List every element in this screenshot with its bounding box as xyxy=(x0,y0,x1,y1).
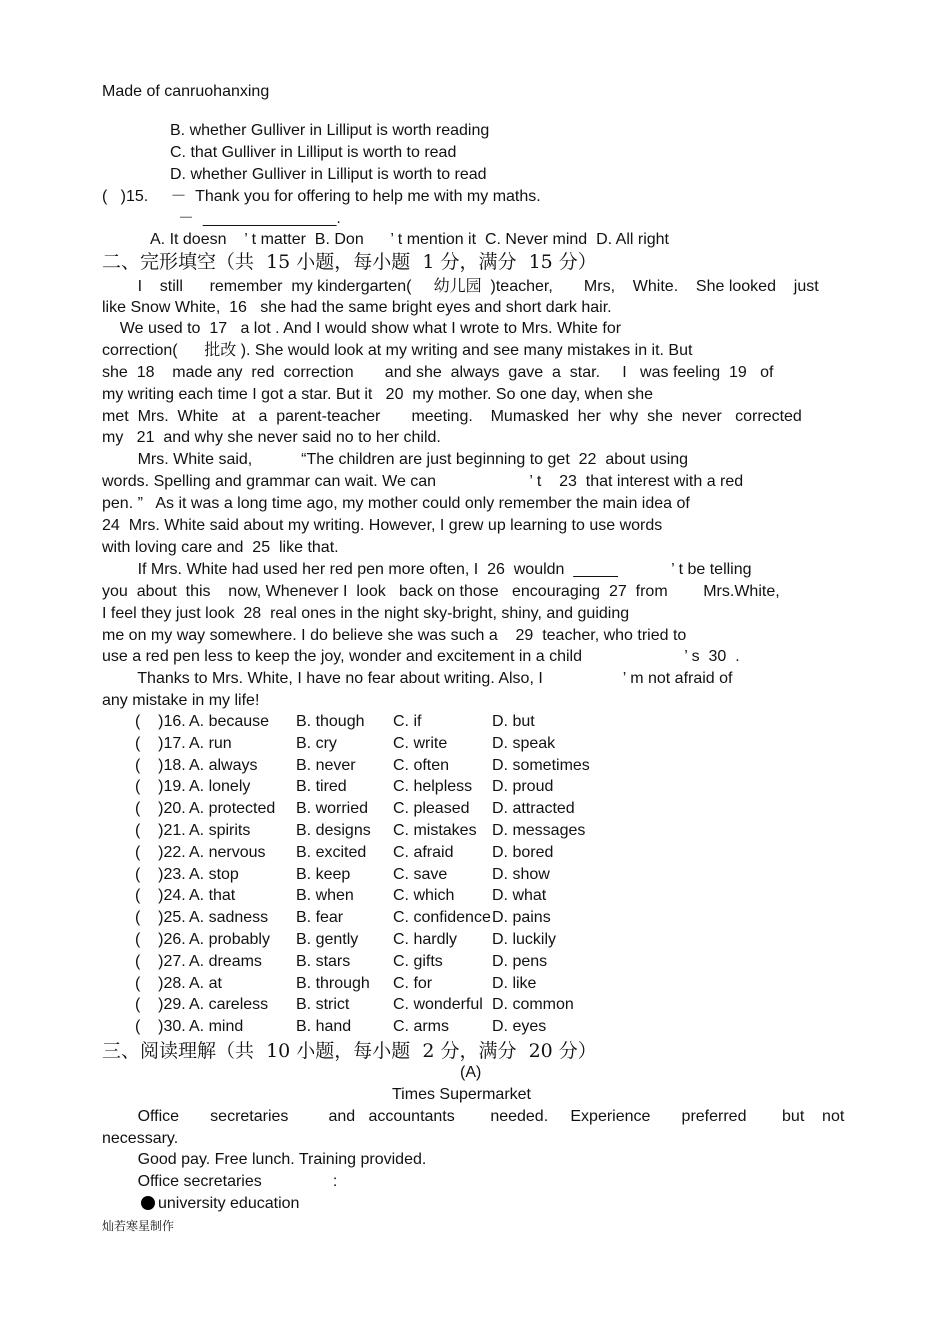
passage-line: you about this now, Whenever I look back on those encouraging 27 from Mrs.White, xyxy=(102,583,780,600)
passage-line: pen. ” As it was a long time ago, my mother could only remember the main idea of xyxy=(102,495,690,512)
option-b: B. tired xyxy=(296,778,347,796)
passage-line: my 21 and why she never said no to her child. xyxy=(102,429,441,446)
passage-line: she 18 made any red correction and she always gave a star. I was feeling 19 of xyxy=(102,364,774,381)
q15-stem: ( )15. － Thank you for offering to help me with my maths. xyxy=(102,188,541,205)
option-d: D. pens xyxy=(492,952,548,970)
option-b: B. fear xyxy=(296,909,344,927)
section3-title: 三、阅读理解（共 10 小题，每小题 2 分，满分 20 分） xyxy=(102,1040,597,1062)
option-a: A. that xyxy=(189,887,236,905)
reading-bullet-item xyxy=(141,1194,299,1214)
question-number: ( )24. xyxy=(135,887,186,905)
passage-line: correction( 批改 ). She would look at my writing and see many mistakes in it. But xyxy=(102,342,693,359)
option-d: D. proud xyxy=(492,778,554,796)
passage-line: use a red pen less to keep the joy, wonder and excitement in a child ’ s 30 . xyxy=(102,648,740,665)
option-d: D. pains xyxy=(492,909,551,927)
option-c: C. wonderful xyxy=(393,996,483,1014)
q14-option-b: B. whether Gulliver in Lilliput is worth reading xyxy=(170,122,490,139)
option-a: A. sadness xyxy=(189,909,269,927)
question-number: ( )17. xyxy=(135,734,186,752)
option-d: D. attracted xyxy=(492,800,575,818)
option-a: A. probably xyxy=(189,931,270,948)
option-c: C. arms xyxy=(393,1018,449,1036)
option-c: C. hardly xyxy=(393,931,458,948)
option-a: A. lonely xyxy=(189,778,251,796)
question-number: ( )28. xyxy=(135,974,186,992)
option-d: D. bored xyxy=(492,843,554,861)
option-b: B. when xyxy=(296,887,354,905)
option-b: B. designs xyxy=(296,822,371,839)
passage-line: Mrs. White said, “The children are just beginning to get 22 about using xyxy=(102,451,689,468)
option-c: C. confidence xyxy=(393,909,491,927)
option-c: C. mistakes xyxy=(393,822,477,839)
reading-label: (A) xyxy=(460,1064,482,1081)
reading-line-4: Office secretaries : xyxy=(102,1173,338,1190)
q14-option-c: C. that Gulliver in Lilliput is worth to read xyxy=(170,144,457,161)
option-b: B. worried xyxy=(296,800,369,818)
question-number: ( )23. xyxy=(135,865,186,883)
passage-line: me on my way somewhere. I do believe she was such a 29 teacher, who tried to xyxy=(102,627,687,644)
option-c: C. often xyxy=(393,756,450,774)
passage-line: I feel they just look 28 real ones in the night sky-bright, shiny, and guiding xyxy=(102,605,630,622)
passage-line: like Snow White, 16 she had the same bright eyes and short dark hair. xyxy=(102,299,612,316)
footer-text: 灿若寒星制作 xyxy=(102,1219,175,1233)
option-b: B. though xyxy=(296,713,365,730)
header-text: Made of canruohanxing xyxy=(102,83,270,100)
option-b: B. never xyxy=(296,756,356,774)
option-c: C. helpless xyxy=(393,778,473,796)
section2-title: 二、完形填空（共 15 小题，每小题 1 分，满分 15 分） xyxy=(102,251,597,273)
option-d: D. luckily xyxy=(492,931,557,948)
option-d: D. messages xyxy=(492,822,586,839)
option-a: A. spirits xyxy=(189,822,251,839)
passage-line: words. Spelling and grammar can wait. We can ’ t 23 that interest with a red xyxy=(102,473,744,490)
passage-line: Thanks to Mrs. White, I have no fear about writing. Also, I ’ m not afraid of xyxy=(102,670,733,687)
option-a: A. protected xyxy=(189,800,276,818)
option-a: A. run xyxy=(189,734,232,752)
passage-line: any mistake in my life! xyxy=(102,692,260,709)
option-c: C. pleased xyxy=(393,800,470,818)
passage-line: We used to 17 a lot . And I would show what I wrote to Mrs. White for xyxy=(102,320,622,337)
option-b: B. strict xyxy=(296,996,350,1014)
bullet-dot-icon xyxy=(141,1196,155,1210)
option-d: D. but xyxy=(492,713,535,730)
reading-title: Times Supermarket xyxy=(392,1086,531,1103)
option-d: D. common xyxy=(492,996,574,1014)
passage-line: I still remember my kindergarten( 幼儿园 )teacher, Mrs, White. She looked just xyxy=(102,278,819,295)
option-a: A. careless xyxy=(189,996,269,1014)
option-d: D. eyes xyxy=(492,1018,547,1036)
option-d: D. what xyxy=(492,887,547,905)
option-b: B. through xyxy=(296,974,370,992)
option-c: C. which xyxy=(393,887,455,905)
question-number: ( )16. xyxy=(135,713,186,730)
option-a: A. at xyxy=(189,974,222,992)
q15-options: A. It doesn ’ t matter B. Don ’ t mention it C. Never mind D. All right xyxy=(150,231,669,248)
q14-option-d: D. whether Gulliver in Lilliput is worth to read xyxy=(170,166,487,183)
option-b: B. stars xyxy=(296,952,351,970)
question-number: ( )27. xyxy=(135,952,186,970)
option-b: B. gently xyxy=(296,931,359,948)
option-c: C. write xyxy=(393,734,448,752)
passage-line: If Mrs. White had used her red pen more often, I 26 wouldn _____ ’ t be telling xyxy=(102,561,752,578)
passage-line: met Mrs. White at a parent-teacher meeting. Mumasked her why she never corrected xyxy=(102,408,802,425)
passage-line: my writing each time I got a star. But it 20 my mother. So one day, when she xyxy=(102,386,654,403)
option-a: A. mind xyxy=(189,1018,244,1036)
option-a: A. dreams xyxy=(189,952,262,970)
question-number: ( )30. xyxy=(135,1018,186,1036)
option-c: C. save xyxy=(393,865,448,883)
option-d: D. show xyxy=(492,865,550,883)
passage-line: with loving care and 25 like that. xyxy=(102,539,339,556)
bullet-text: university education xyxy=(158,1195,300,1212)
option-b: B. hand xyxy=(296,1018,352,1036)
option-a: A. because xyxy=(189,713,270,730)
option-c: C. for xyxy=(393,974,433,992)
question-number: ( )19. xyxy=(135,778,186,796)
reading-line-2: necessary. xyxy=(102,1130,179,1147)
reading-line-3: Good pay. Free lunch. Training provided. xyxy=(102,1151,427,1168)
passage-line: 24 Mrs. White said about my writing. However, I grew up learning to use words xyxy=(102,517,663,534)
option-d: D. like xyxy=(492,974,537,992)
option-b: B. cry xyxy=(296,734,337,752)
question-number: ( )18. xyxy=(135,756,186,774)
question-number: ( )25. xyxy=(135,909,186,927)
option-c: C. gifts xyxy=(393,952,443,970)
option-b: B. keep xyxy=(296,865,351,883)
question-number: ( )26. xyxy=(135,931,186,948)
option-a: A. always xyxy=(189,756,258,774)
reading-line-1: Office secretaries and accountants needed. Experience preferred but not xyxy=(102,1108,845,1125)
option-a: A. stop xyxy=(189,865,239,883)
option-c: C. afraid xyxy=(393,843,454,861)
question-number: ( )21. xyxy=(135,822,186,839)
q15-reply: － _______________. xyxy=(178,210,341,227)
option-b: B. excited xyxy=(296,843,367,861)
option-d: D. speak xyxy=(492,734,556,752)
option-c: C. if xyxy=(393,713,422,730)
question-number: ( )20. xyxy=(135,800,186,818)
option-a: A. nervous xyxy=(189,843,266,861)
option-d: D. sometimes xyxy=(492,756,590,774)
question-number: ( )29. xyxy=(135,996,186,1014)
question-number: ( )22. xyxy=(135,843,186,861)
